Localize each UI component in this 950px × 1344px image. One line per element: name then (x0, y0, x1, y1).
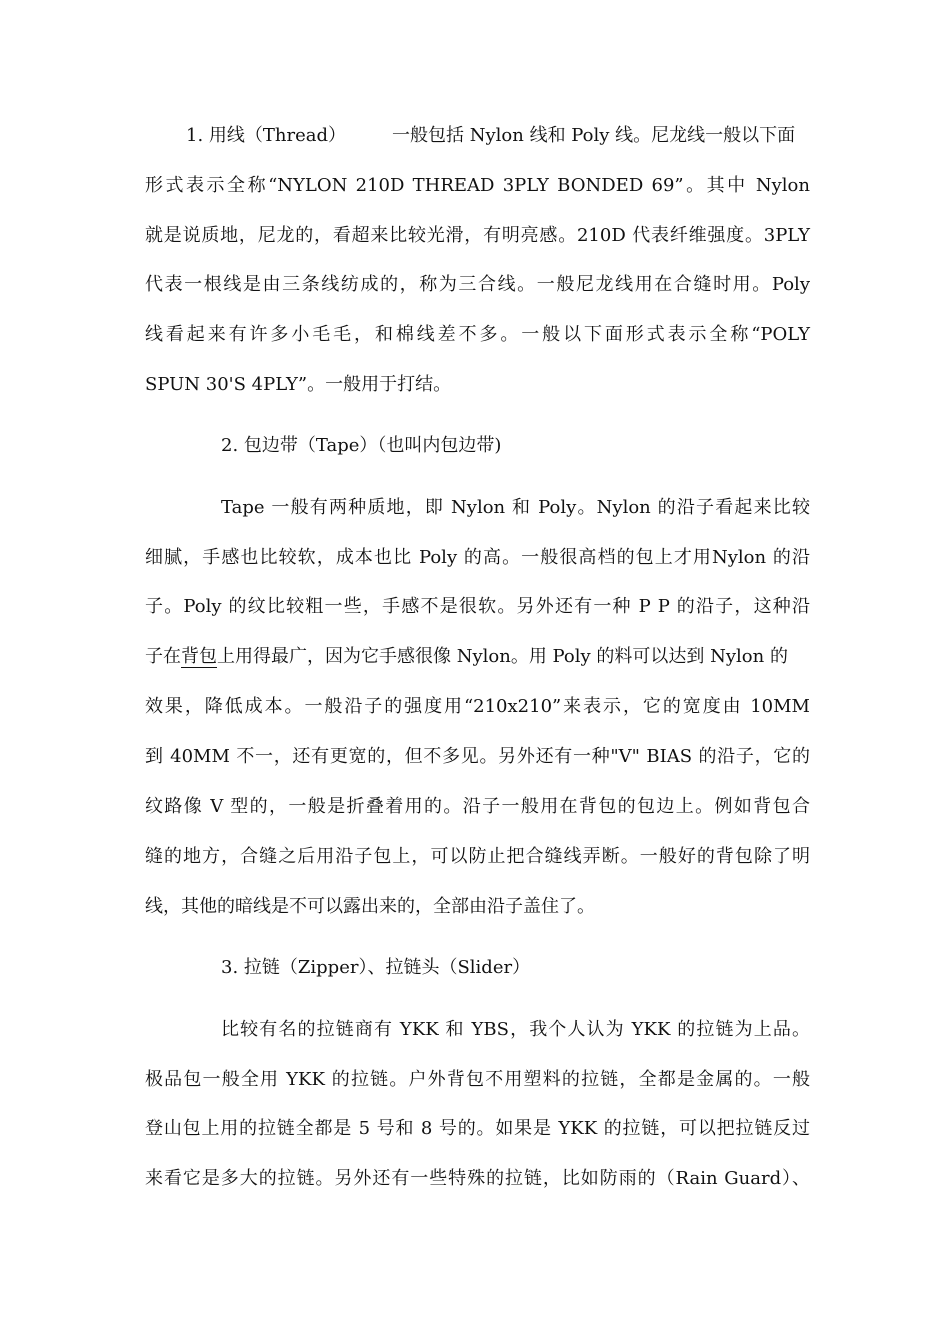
paragraph-line: 形式表示全称“NYLON 210D THREAD 3PLY BONDED 69”。其中 Nylon (145, 175, 810, 196)
paragraph-line: Tape 一般有两种质地，即 Nylon 和 Poly。Nylon 的沿子看起来比较 (221, 497, 810, 518)
paragraph-line: 来看它是多大的拉链。另外还有一些特殊的拉链，比如防雨的（Rain Guard）、 (145, 1168, 810, 1189)
section-2-heading: 2. 包边带（Tape）（也叫内包边带) (221, 435, 502, 456)
paragraph-line: 线看起来有许多小毛毛，和棉线差不多。一般以下面形式表示全称“POLY (145, 324, 810, 345)
paragraph-line: 子。Poly 的纹比较粗一些，手感不是很软。另外还有一种 P P 的沿子，这种沿 (145, 596, 810, 617)
paragraph-line-with-underline (145, 645, 810, 669)
paragraph-line: 代表一根线是由三条线纺成的，称为三合线。一般尼龙线用在合缝时用。Poly (145, 274, 810, 295)
paragraph-line: 一般包括 Nylon 线和 Poly 线。尼龙线一般以下面 (392, 125, 796, 146)
paragraph-line: 纹路像 V 型的，一般是折叠着用的。沿子一般用在背包的包边上。例如背包合 (145, 796, 810, 817)
paragraph-line: 到 40MM 不一，还有更宽的，但不多见。另外还有一种"V" BIAS 的沿子，它的 (145, 746, 810, 767)
paragraph-line: 细腻，手感也比较软，成本也比 Poly 的高。一般很高档的包上才用Nylon 的沿 (145, 547, 810, 568)
section-1-heading: 1. 用线（Thread） (186, 125, 347, 146)
paragraph-line: 就是说质地，尼龙的，看超来比较光滑，有明亮感。210D 代表纤维强度。3PLY (145, 225, 810, 246)
paragraph-line: 线，其他的暗线是不可以露出来的，全部由沿子盖住了。 (145, 896, 595, 917)
text-segment: 子在 (145, 646, 181, 667)
paragraph-line: 比较有名的拉链商有 YKK 和 YBS，我个人认为 YKK 的拉链为上品。 (221, 1019, 810, 1040)
section-1-heading-line (186, 124, 795, 148)
underlined-text: 背包 (181, 646, 217, 667)
paragraph-line: 极品包一般全用 YKK 的拉链。户外背包不用塑料的拉链，全都是金属的。一般 (145, 1069, 810, 1090)
text-segment: 上用得最广，因为它手感很像 Nylon。用 Poly 的料可以达到 Nylon 的 (217, 646, 788, 667)
paragraph-line: 缝的地方，合缝之后用沿子包上，可以防止把合缝线弄断。一般好的背包除了明 (145, 846, 810, 867)
paragraph-line: SPUN 30'S 4PLY”。一般用于打结。 (145, 374, 452, 395)
section-3-heading: 3. 拉链（Zipper）、拉链头（Slider） (221, 957, 531, 978)
paragraph-line: 登山包上用的拉链全都是 5 号和 8 号的。如果是 YKK 的拉链，可以把拉链反过 (145, 1118, 810, 1139)
paragraph-line: 效果，降低成本。一般沿子的强度用“210x210”来表示，它的宽度由 10MM (145, 696, 810, 717)
